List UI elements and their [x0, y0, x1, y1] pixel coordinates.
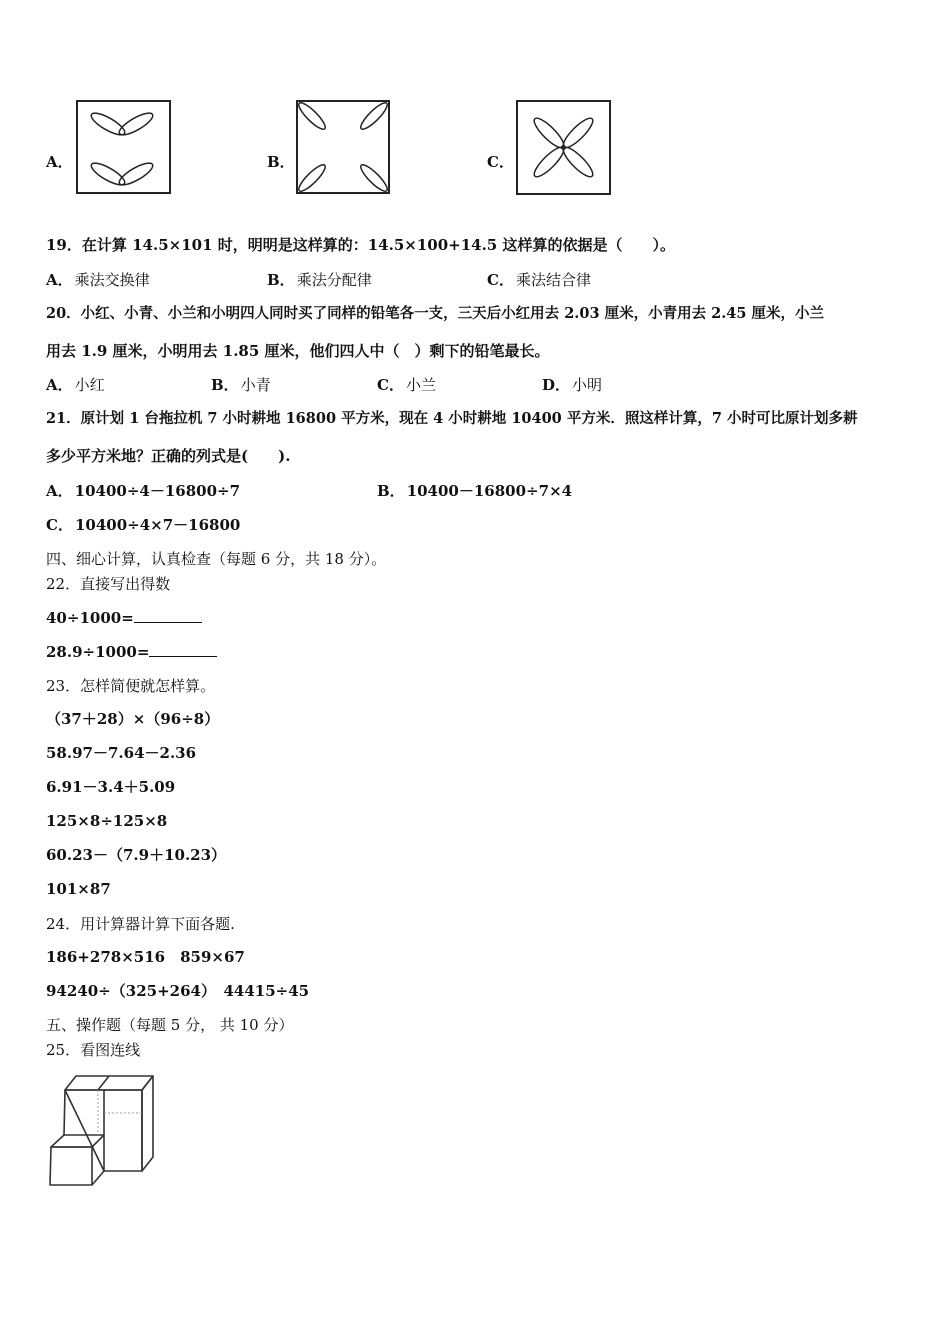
- q23-item-4: 125×8÷125×8: [46, 812, 168, 830]
- answer-blank[interactable]: [134, 607, 202, 623]
- question-22-stem: 22．直接写出得数: [46, 575, 171, 593]
- question-21-line-2: 多少平方米地？正确的列式是( ).: [46, 447, 291, 465]
- q20-option-a: A． 小红: [46, 376, 105, 394]
- q19-option-c: C． 乘法结合律: [487, 271, 591, 289]
- section-4-heading: 四、细心计算，认真检查（每题 6 分，共 18 分）。: [46, 550, 387, 568]
- q21-option-c: C． 10400÷4×7－16800: [46, 516, 241, 534]
- question-21-line-1: 21．原计划 1 台拖拉机 7 小时耕地 16800 平方米，现在 4 小时耕地 10400 平方米．照这样计算，7 小时可比原计划多耕: [46, 410, 858, 427]
- q23-item-3: 6.91－3.4＋5.09: [46, 778, 176, 796]
- q20-option-b: B． 小青: [211, 376, 271, 394]
- q21-option-a: A． 10400÷4－16800÷7: [46, 482, 241, 500]
- figure-option-a-label: A．: [46, 153, 73, 171]
- q21-option-b: B． 10400－16800÷7×4: [377, 482, 573, 500]
- question-20-line-2: 用去 1.9 厘米，小明用去 1.85 厘米，他们四人中（ ）剩下的铅笔最长。: [46, 342, 550, 360]
- q22-item-1: 40÷1000=: [46, 607, 202, 628]
- corner-petals-icon: [296, 100, 390, 194]
- q20-option-d: D． 小明: [542, 376, 603, 394]
- q23-item-6: 101×87: [46, 880, 111, 898]
- q20-option-c: C． 小兰: [377, 376, 436, 394]
- question-20-line-1: 20．小红、小青、小兰和小明四人同时买了同样的铅笔各一支，三天后小红用去 2.03 厘米，小青用去 2.45 厘米，小兰: [46, 305, 824, 322]
- stacked-cubes-icon: [46, 1073, 158, 1191]
- q23-item-2: 58.97－7.64－2.36: [46, 744, 197, 762]
- q24-item-2: 94240÷（325+264） 44415÷45: [46, 982, 310, 1000]
- four-petal-flower-icon: [516, 100, 611, 195]
- q19-option-b: B． 乘法分配律: [267, 271, 372, 289]
- q24-item-1: 186+278×516 859×67: [46, 948, 245, 966]
- figure-option-b-label: B．: [267, 153, 295, 171]
- answer-blank[interactable]: [149, 641, 217, 657]
- q23-item-1: （37＋28）×（96÷8）: [46, 710, 220, 728]
- q23-item-5: 60.23－（7.9＋10.23）: [46, 846, 227, 864]
- question-25-stem: 25．看图连线: [46, 1041, 141, 1059]
- q19-option-a: A． 乘法交换律: [46, 271, 150, 289]
- question-24-stem: 24．用计算器计算下面各题.: [46, 915, 235, 933]
- q22-item-2: 28.9÷1000=: [46, 641, 217, 662]
- question-19-stem: 19．在计算 14.5×101 时，明明是这样算的：14.5×100+14.5 这样算的依据是（ ）。: [46, 236, 675, 254]
- figure-option-c-label: C．: [487, 153, 514, 171]
- question-23-stem: 23．怎样简便就怎样算。: [46, 677, 216, 695]
- two-petal-pairs-icon: [76, 100, 171, 194]
- section-5-heading: 五、操作题（每题 5 分， 共 10 分）: [46, 1016, 294, 1034]
